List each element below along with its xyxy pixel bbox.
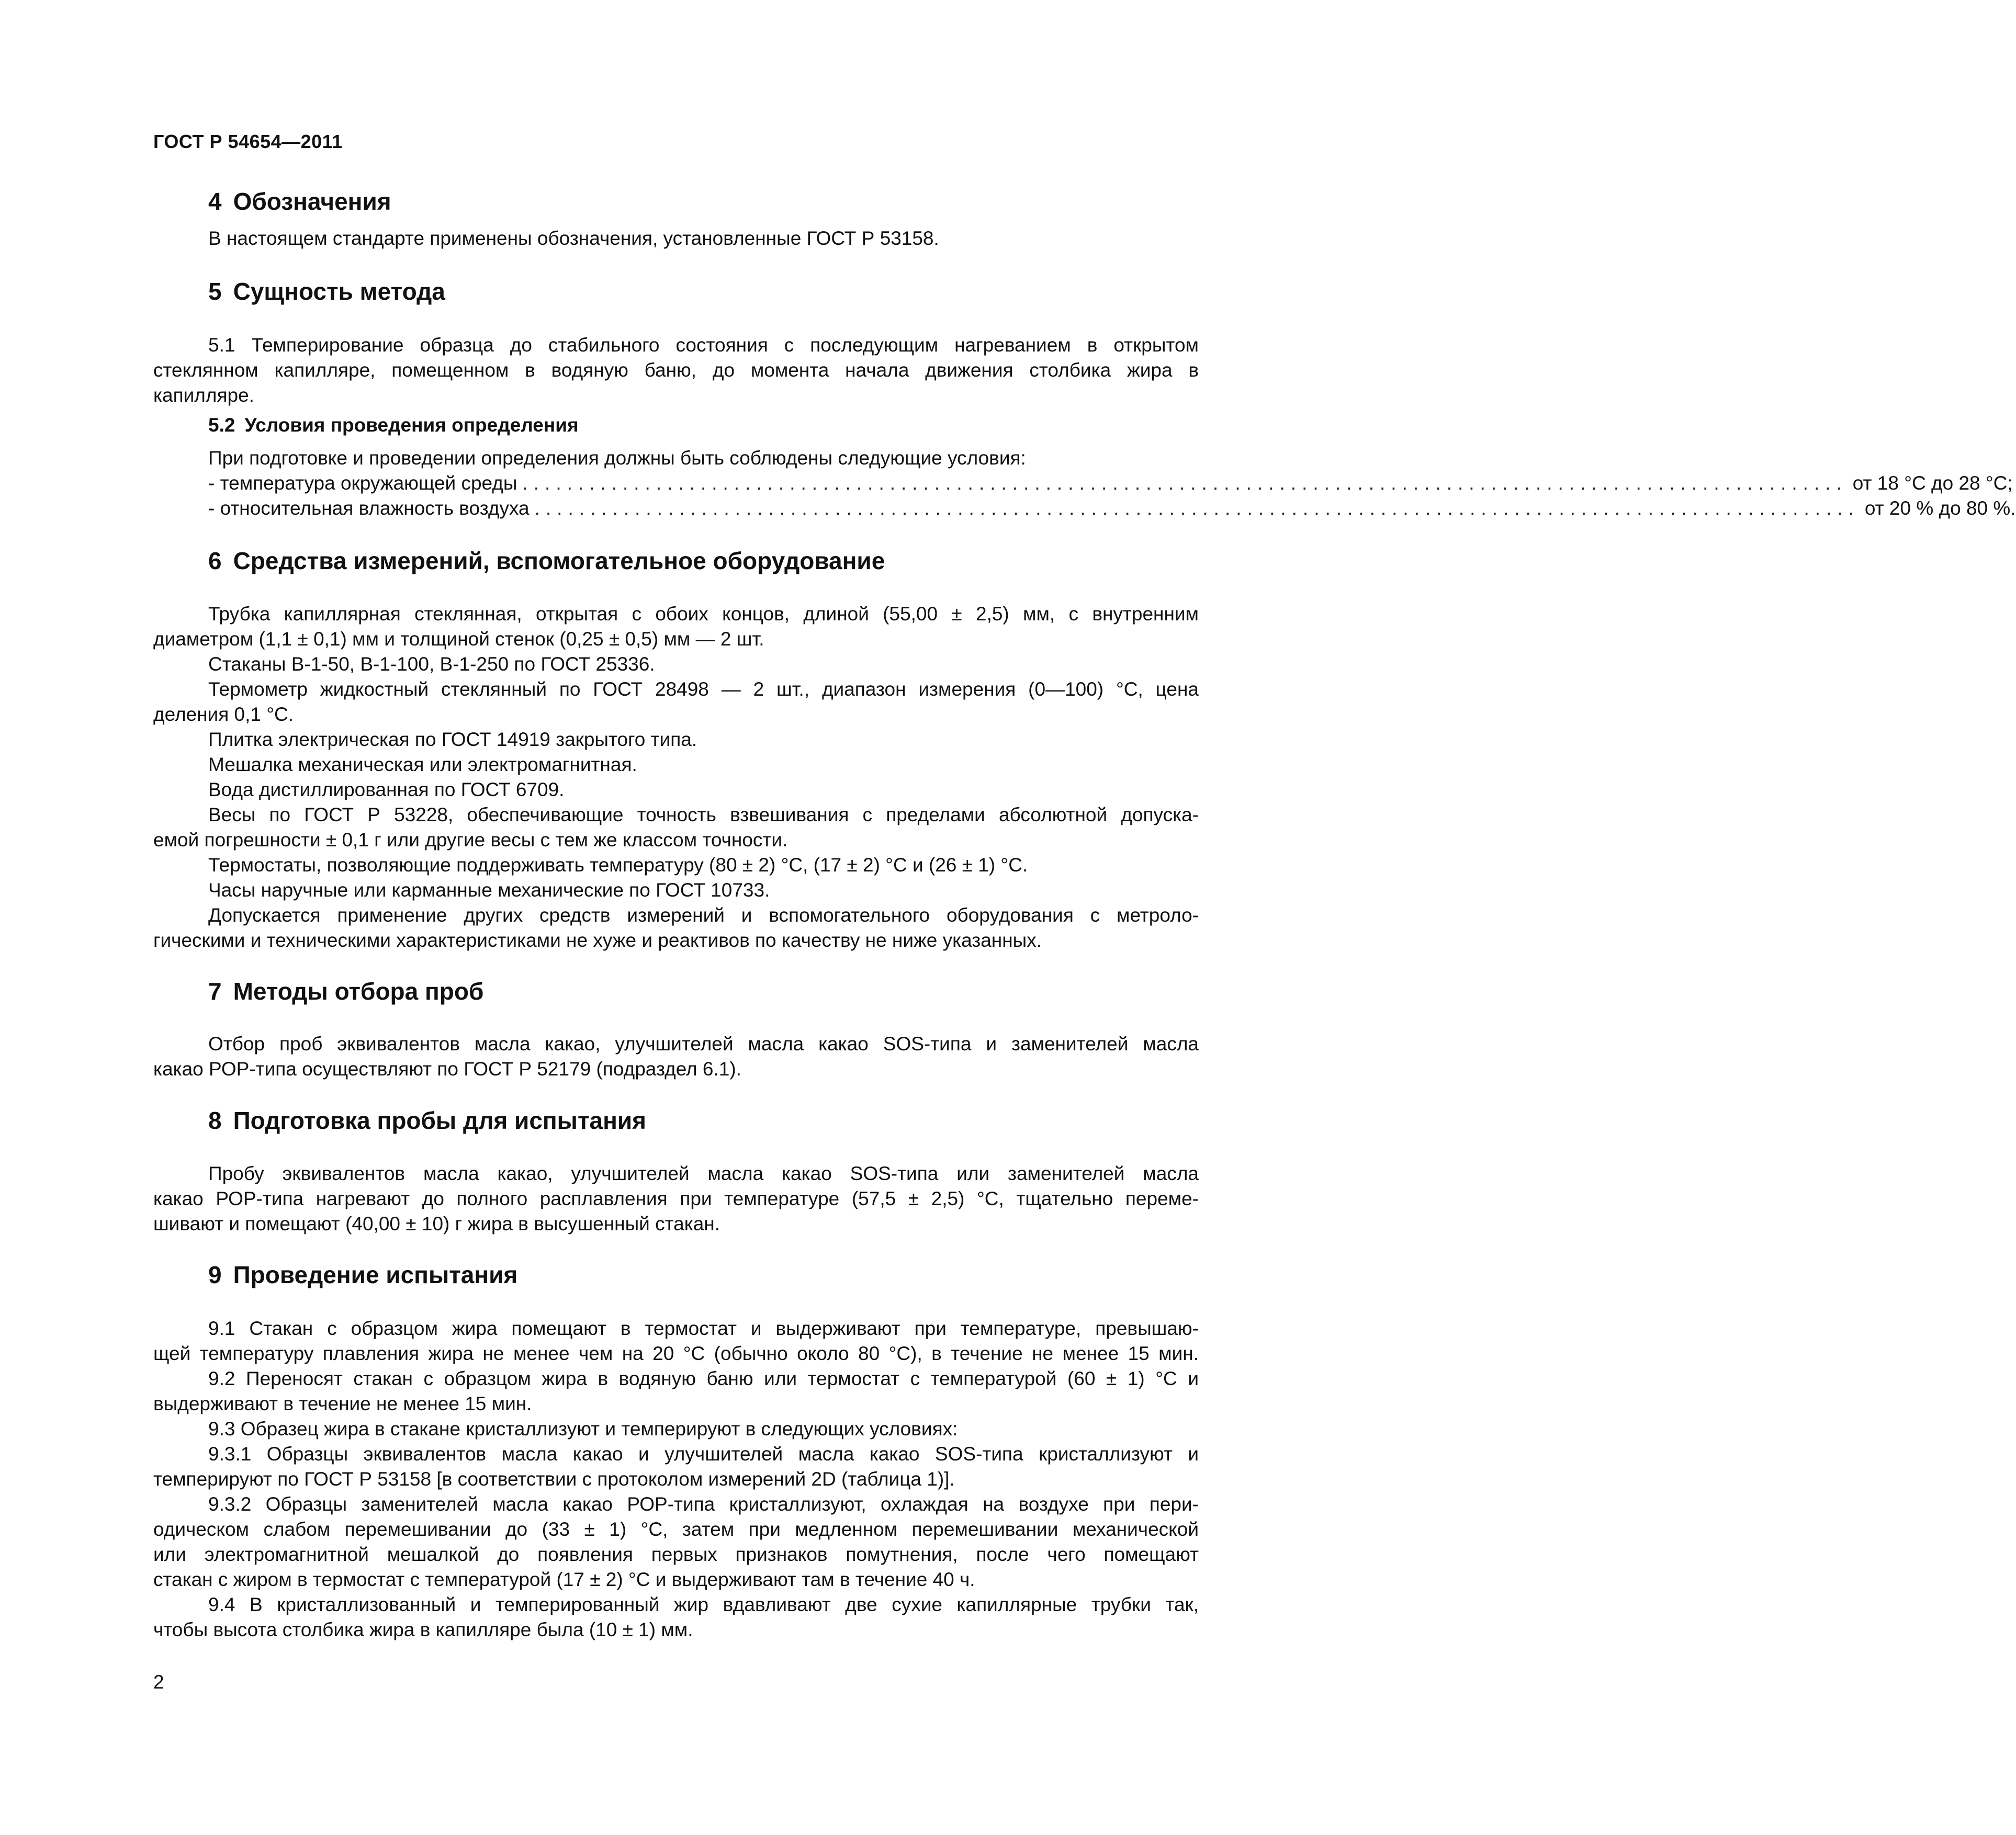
- section-5-1-line: 5.1 Темперирование образца до стабильного состояния с последующим нагреванием в открытом: [208, 334, 1199, 356]
- condition-temperature: - температура окружающей среды ....................................................................................................................... от 18 °С до 28 °С;: [208, 471, 1199, 496]
- equipment-line: Допускается применение других средств измерений и вспомогательного оборудования с метроло-: [208, 904, 1199, 926]
- procedure-line: 9.4 В кристаллизованный и темперированный жир вдавливают две сухие капиллярные трубки так,: [208, 1594, 1199, 1615]
- sampling-line: какао РОР-типа осуществляют по ГОСТ Р 52179 (подраздел 6.1).: [153, 1058, 741, 1080]
- procedure-line: или электромагнитной мешалкой до появления первых признаков помутнения, после чего помещают: [153, 1544, 1199, 1565]
- condition-humidity: - относительная влажность воздуха ....................................................................................................................... от 20 % до 80 %.: [208, 496, 1199, 521]
- section-5-1-line: капилляре.: [153, 384, 254, 406]
- procedure-line: 9.1 Стакан с образцом жира помещают в термостат и выдерживают при температуре, превышаю-: [208, 1318, 1199, 1339]
- equipment-line: Вода дистиллированная по ГОСТ 6709.: [208, 779, 565, 800]
- procedure-line: выдерживают в течение не менее 15 мин.: [153, 1393, 532, 1414]
- section-5-heading: 5 Сущность метода: [208, 278, 445, 305]
- section-5-1-line: стеклянном капилляре, помещенном в водяную баню, до момента начала движения столбика жира в: [153, 359, 1199, 381]
- page-number: 2: [153, 1671, 164, 1693]
- procedure-line: стакан с жиром в термостат с температурой (17 ± 2) °С и выдерживают там в течение 40 ч.: [153, 1569, 975, 1590]
- equipment-line: емой погрешности ± 0,1 г или другие весы с тем же классом точности.: [153, 829, 788, 851]
- dot-leader: .......................................................................................................................: [534, 497, 1860, 519]
- section-9-heading: 9 Проведение испытания: [208, 1261, 518, 1288]
- procedure-line: чтобы высота столбика жира в капилляре была (10 ± 1) мм.: [153, 1619, 693, 1640]
- conditions-intro: При подготовке и проведении определения должны быть соблюдены следующие условия:: [208, 447, 1026, 469]
- equipment-line: Стаканы В-1-50, В-1-100, В-1-250 по ГОСТ 25336.: [208, 653, 655, 675]
- equipment-line: Термометр жидкостный стеклянный по ГОСТ 28498 — 2 шт., диапазон измерения (0—100) °С, цена: [208, 678, 1199, 700]
- preparation-line: Пробу эквивалентов масла какао, улучшителей масла какао SOS-типа или заменителей масла: [208, 1163, 1199, 1184]
- procedure-line: темперируют по ГОСТ Р 53158 [в соответствии с протоколом измерений 2D (таблица 1)].: [153, 1468, 955, 1490]
- equipment-line: Весы по ГОСТ Р 53228, обеспечивающие точность взвешивания с пределами абсолютной допуска-: [208, 804, 1199, 825]
- equipment-line: деления 0,1 °С.: [153, 704, 294, 725]
- section-6-heading: 6 Средства измерений, вспомогательное оборудование: [208, 547, 885, 574]
- dot-leader: .......................................................................................................................: [522, 472, 1848, 494]
- preparation-line: какао РОР-типа нагревают до полного расплавления при температуре (57,5 ± 2,5) °С, тщательно переме-: [153, 1188, 1199, 1209]
- sampling-line: Отбор проб эквивалентов масла какао, улучшителей масла какао SOS-типа и заменителей масла: [208, 1033, 1199, 1055]
- equipment-line: Термостаты, позволяющие поддерживать температуру (80 ± 2) °С, (17 ± 2) °С и (26 ± 1) °С.: [208, 854, 1028, 876]
- section-4-heading: 4 Обозначения: [208, 188, 391, 215]
- equipment-line: Мешалка механическая или электромагнитная.: [208, 754, 637, 775]
- document-header: ГОСТ Р 54654—2011: [153, 131, 343, 152]
- equipment-line: Часы наручные или карманные механические по ГОСТ 10733.: [208, 879, 770, 901]
- section-4-text: В настоящем стандарте применены обозначения, установленные ГОСТ Р 53158.: [208, 228, 939, 249]
- subsection-5-2-heading: 5.2 Условия проведения определения: [208, 414, 579, 436]
- equipment-line: гическими и техническими характеристиками не хуже и реактивов по качеству не ниже указанных.: [153, 930, 1042, 951]
- section-8-heading: 8 Подготовка пробы для испытания: [208, 1107, 646, 1134]
- preparation-line: шивают и помещают (40,00 ± 10) г жира в высушенный стакан.: [153, 1213, 720, 1234]
- procedure-line: 9.3.2 Образцы заменителей масла какао РОР-типа кристаллизуют, охлаждая на воздухе при пери-: [208, 1493, 1199, 1515]
- procedure-line: 9.3.1 Образцы эквивалентов масла какао и улучшителей масла какао SOS-типа кристаллизуют и: [208, 1443, 1199, 1465]
- procedure-line: 9.3 Образец жира в стакане кристаллизуют и темперируют в следующих условиях:: [208, 1418, 958, 1440]
- section-7-heading: 7 Методы отбора проб: [208, 978, 484, 1005]
- equipment-line: диаметром (1,1 ± 0,1) мм и толщиной стенок (0,25 ± 0,5) мм — 2 шт.: [153, 628, 764, 650]
- equipment-line: Плитка электрическая по ГОСТ 14919 закрытого типа.: [208, 729, 697, 750]
- equipment-line: Трубка капиллярная стеклянная, открытая с обоих концов, длиной (55,00 ± 2,5) мм, с внутренним: [208, 603, 1199, 625]
- procedure-line: одическом слабом перемешивании до (33 ± 1) °С, затем при медленном перемешивании механической: [153, 1519, 1199, 1540]
- procedure-line: 9.2 Переносят стакан с образцом жира в водяную баню или термостат с температурой (60 ± 1) °С и: [208, 1368, 1199, 1389]
- procedure-line: щей температуру плавления жира не менее чем на 20 °С (обычно около 80 °С), в течение не менее 15 мин.: [153, 1343, 1199, 1364]
